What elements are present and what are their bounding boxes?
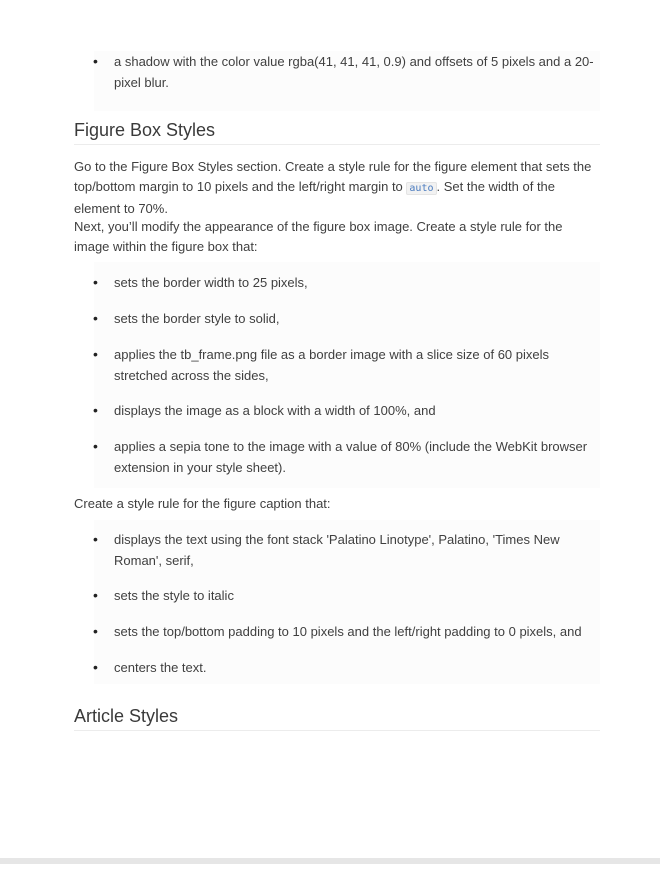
section-heading-figure-box-styles: Figure Box Styles	[74, 118, 600, 145]
list-item-text: sets the border width to 25 pixels,	[114, 275, 308, 290]
list-item-text: sets the top/bottom padding to 10 pixels and the left/right padding to 0 pixels, and	[114, 624, 582, 639]
list-item	[74, 657, 600, 678]
list-item	[74, 272, 600, 293]
list-item-text: applies a sepia tone to the image with a value of 80% (include the WebKit browser extension in your style sheet).	[114, 439, 588, 475]
section-heading-article-styles: Article Styles	[74, 704, 600, 731]
list-item-text: centers the text.	[114, 660, 207, 675]
list-background	[94, 93, 600, 111]
figure-image-intro-paragraph: Next, you’ll modify the appearance of the figure box image. Create a style rule for the image within the figure box that:	[74, 219, 563, 254]
caption-intro-paragraph: Create a style rule for the figure caption that:	[74, 496, 331, 511]
list-item	[74, 529, 600, 571]
list-item	[74, 51, 600, 93]
list-item-text: a shadow with the color value rgba(41, 41, 41, 0.9) and offsets of 5 pixels and a 20-pixel blur.	[114, 54, 594, 90]
list-item-text: displays the image as a block with a width of 100%, and	[114, 403, 436, 418]
list-item-text: displays the text using the font stack 'Palatino Linotype', Palatino, 'Times New Roman', serif,	[114, 532, 560, 568]
list-item	[74, 621, 600, 642]
list-item-text: sets the style to italic	[114, 588, 234, 603]
intro-text: Go to the Figure Box Styles section. Create a style rule for the figure element that sets the top/bottom margin to 10 pixels and the left/right margin to	[74, 159, 592, 194]
list-item-text: sets the border style to solid,	[114, 311, 280, 326]
list-item	[74, 436, 600, 478]
horizontal-scrollbar[interactable]	[0, 858, 660, 864]
list-item-text: applies the tb_frame.png file as a border image with a slice size of 60 pixels stretched across the sides,	[114, 347, 550, 383]
figure-intro-paragraph	[74, 157, 600, 219]
list-item	[74, 585, 600, 606]
inline-code-auto: auto	[406, 182, 436, 195]
list-item	[74, 308, 600, 329]
list-item	[74, 400, 600, 421]
list-item	[74, 344, 600, 386]
shadow-list	[74, 51, 600, 93]
intro-text-end: . Set the width of the element to 70%.	[74, 179, 556, 216]
